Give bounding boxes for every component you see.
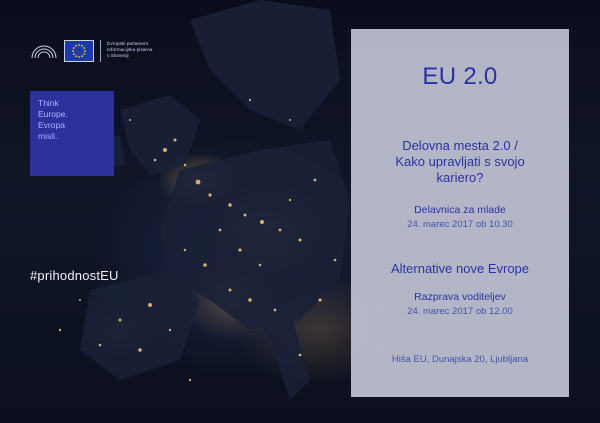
- event-title: EU 2.0: [422, 63, 498, 90]
- slogan-box: [30, 91, 114, 176]
- eu-flag-icon: [64, 40, 94, 62]
- session1-topic: [351, 138, 569, 186]
- session1-datetime: 24. marec 2017 ob 10.30: [407, 219, 513, 230]
- event-panel: [351, 29, 569, 397]
- logo-line: v Sloveniji: [107, 54, 129, 59]
- slogan-line: Think: [38, 98, 59, 108]
- slogan-line: Europe.: [38, 109, 68, 119]
- logo-line: Informacijska pisarna: [107, 48, 153, 53]
- session1-event: Delavnica za mlade: [414, 204, 506, 216]
- session2-event: Razprava voditeljev: [414, 291, 506, 303]
- logo-line: Evropski parlament: [107, 42, 149, 47]
- logo-divider: [100, 40, 101, 62]
- hemicycle-icon: [30, 43, 58, 59]
- logo-text: [107, 42, 152, 60]
- session2-topic: Alternative nove Evrope: [390, 261, 530, 276]
- session1-topic-line: Delovna mesta 2.0 /: [402, 138, 518, 153]
- session1-topic-line: kariero?: [436, 170, 484, 185]
- session2-datetime: 24. marec 2017 ob 12.00: [407, 306, 513, 317]
- slogan-line: Evropa: [38, 120, 65, 130]
- european-parliament-logo: [30, 40, 152, 62]
- hashtag: #prihodnostEU: [30, 268, 119, 283]
- event-location: Hiša EU, Dunajska 20, Ljubljana: [391, 354, 529, 365]
- slogan-line: misli.: [38, 131, 58, 141]
- session1-topic-line: Kako upravljati s svojo: [395, 154, 525, 169]
